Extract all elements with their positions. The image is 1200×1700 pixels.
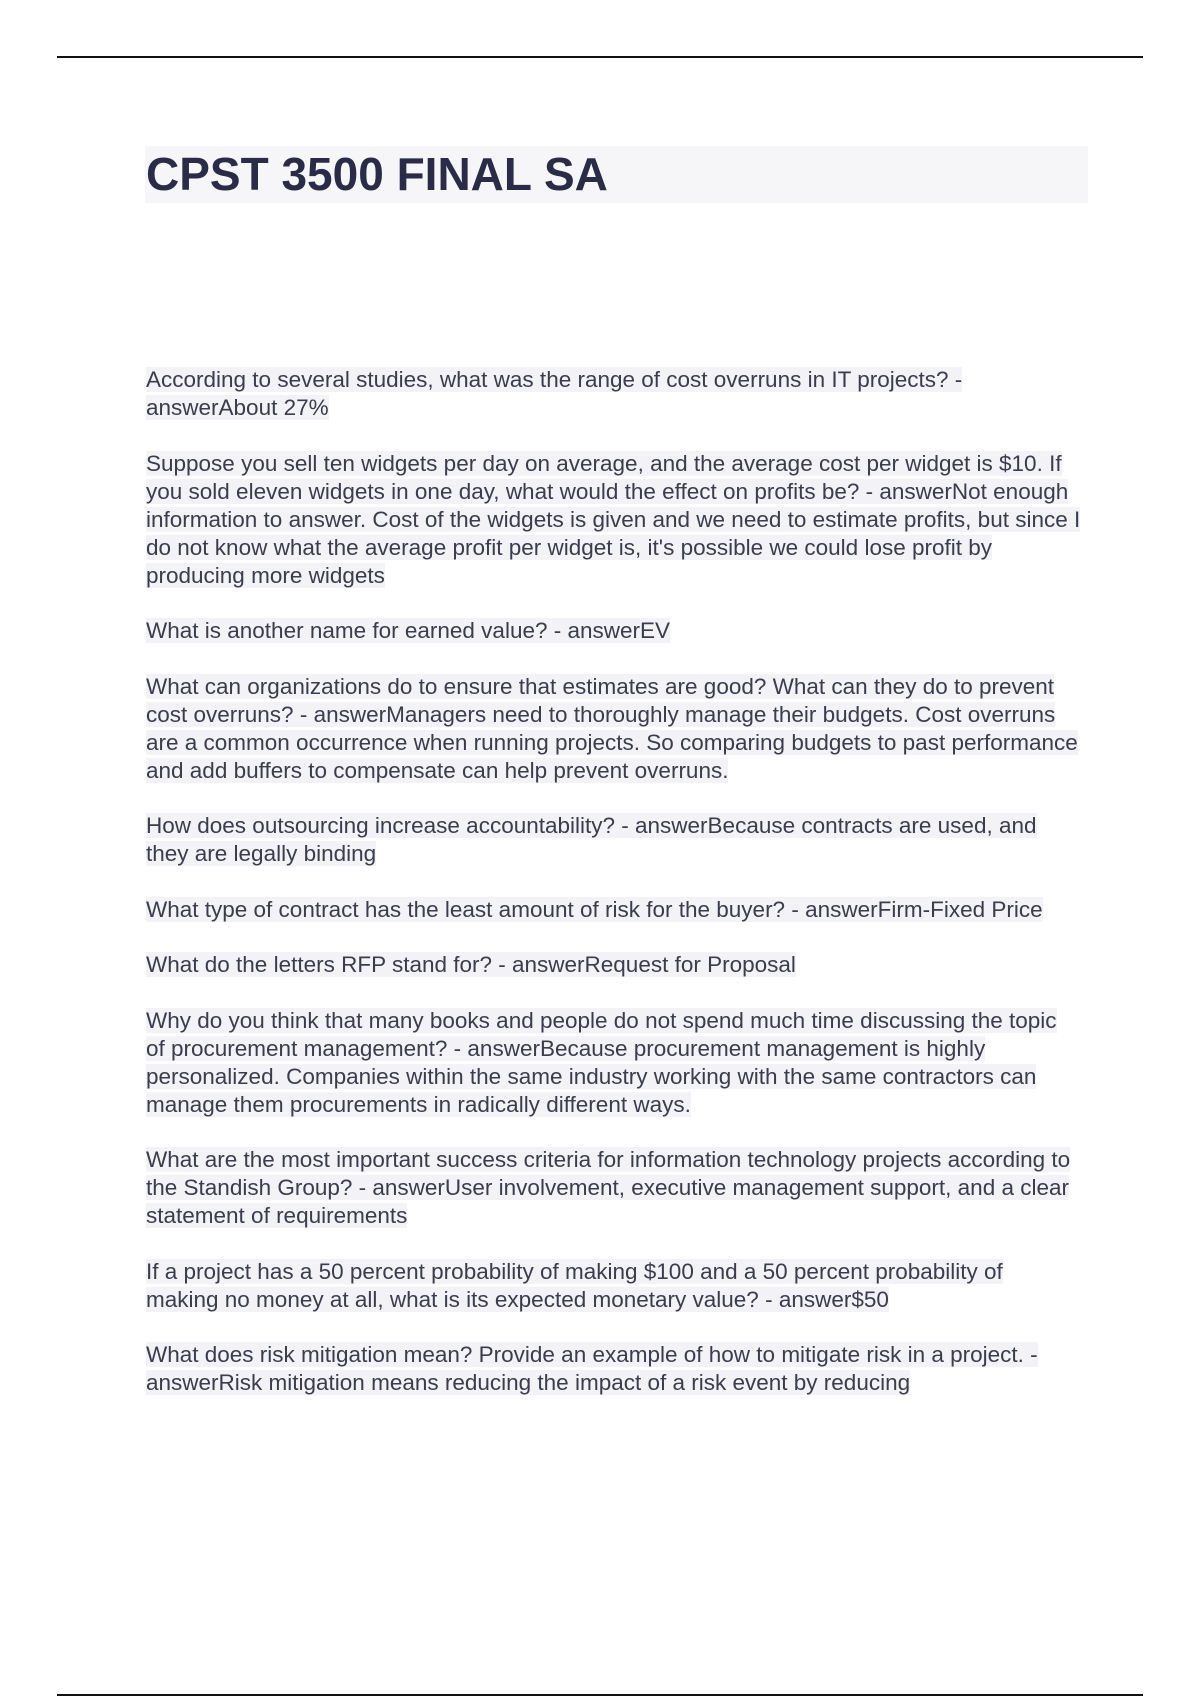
qa-entry-2: [146, 450, 1081, 590]
page-bottom-rule: [57, 1694, 1143, 1696]
qa-entry-8: [146, 1007, 1081, 1119]
qa-entry-text: What are the most important success criteria for information technology projects according to the Standish Group? - answerUser involvement, executive management support, and a clear statement of requirements: [146, 1147, 1071, 1228]
qa-entry-text: What is another name for earned value? - answerEV: [146, 618, 671, 643]
qa-entry-text: If a project has a 50 percent probability of making $100 and a 50 percent probability of making no money at all, what is its expected monetary value? - answer$50: [146, 1258, 1003, 1312]
qa-entry-6: [146, 896, 1081, 924]
qa-entry-9: [146, 1146, 1081, 1230]
qa-entry-text: How does outsourcing increase accountability? - answerBecause contracts are used, and they are legally binding: [146, 813, 1037, 866]
qa-entry-7: [146, 951, 1081, 979]
page-top-rule: [57, 56, 1143, 58]
document-title: CPST 3500 FINAL SA: [146, 148, 608, 200]
qa-entry-11: [146, 1341, 1081, 1397]
qa-entry-3: [146, 617, 1081, 645]
qa-entry-text: What do the letters RFP stand for? - answerRequest for Proposal: [146, 952, 796, 977]
qa-entry-text: What type of contract has the least amount of risk for the buyer? - answerFirm-Fixed Price: [146, 896, 1043, 922]
qa-entry-text: What can organizations do to ensure that estimates are good? What can they do to prevent cost overruns? - answerManagers need to thoroughly manage their budgets. Cost overruns are a common occurrence when running projects. So comparing budgets to past performance and add buffers to compensate can help prevent overruns.: [146, 673, 1078, 783]
qa-list: [146, 366, 1081, 1425]
qa-entry-10: [146, 1258, 1081, 1314]
qa-entry-text: What does risk mitigation mean? Provide an example of how to mitigate risk in a project. - answerRisk mitigation means reducing the impact of a risk event by reducing: [146, 1342, 1038, 1395]
qa-entry-5: [146, 812, 1081, 868]
qa-entry-1: [146, 366, 1081, 422]
qa-entry-4: [146, 673, 1081, 785]
qa-entry-text: According to several studies, what was the range of cost overruns in IT projects? - answerAbout 27%: [146, 367, 963, 420]
qa-entry-text: Suppose you sell ten widgets per day on average, and the average cost per widget is $10. If you sold eleven widgets in one day, what would the effect on profits be? - answerNot enough information to answer. Cost of the widgets is given and we need to estimate profits, but since I do not know what the average profit per widget is, it's possible we could lose profit by producing more widgets: [146, 450, 1081, 588]
qa-entry-text: Why do you think that many books and people do not spend much time discussing the topic of procurement management? - answerBecause procurement management is highly personalized. Companies within the same industry working with the same contractors can manage them procurements in radically different ways.: [146, 1007, 1057, 1117]
